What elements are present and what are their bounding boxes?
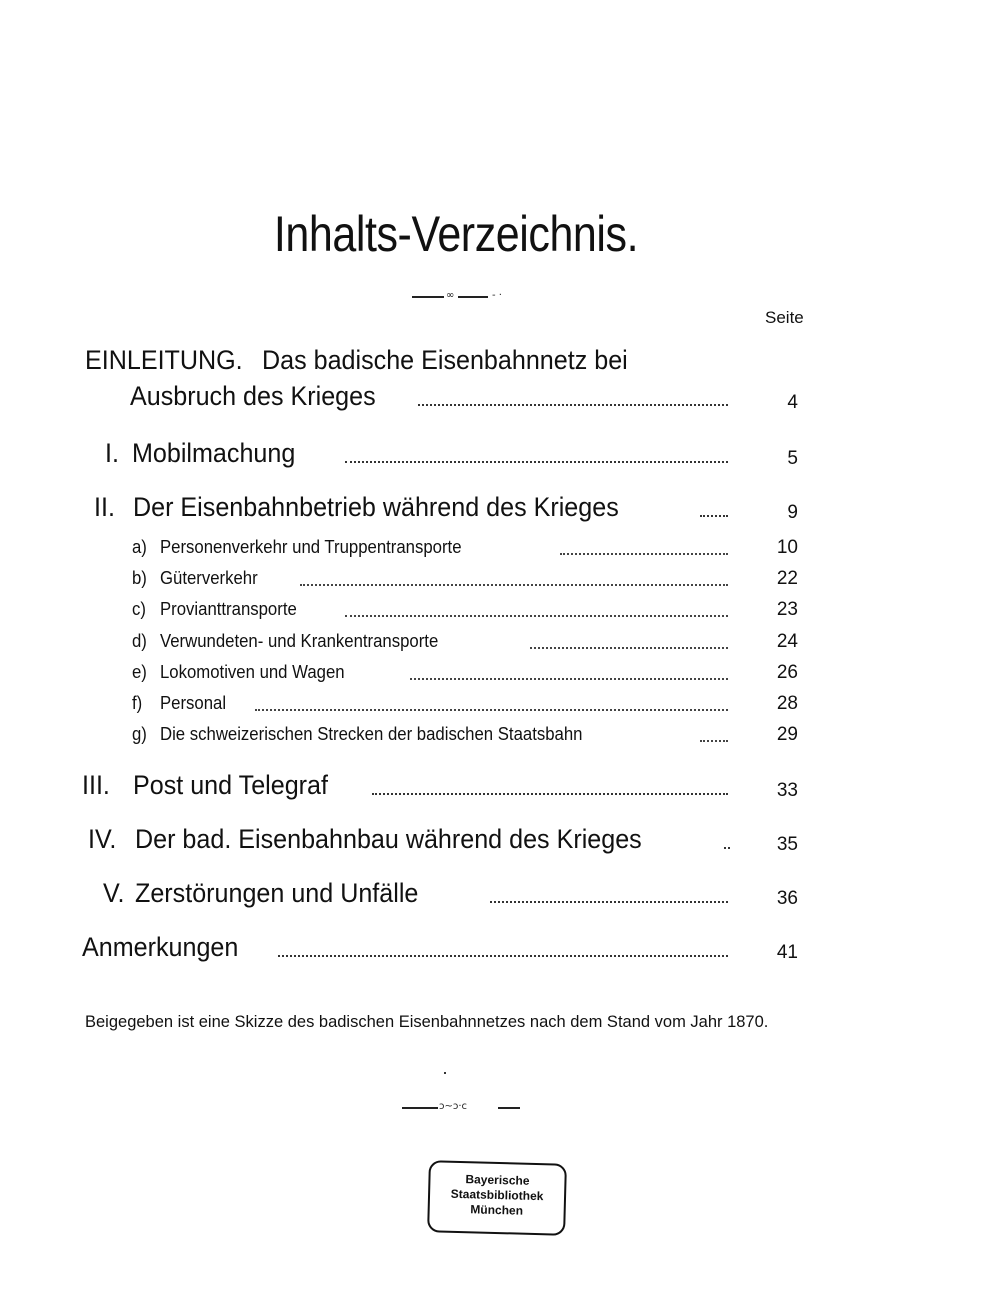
toc-label: e)	[132, 662, 147, 682]
toc-subentry-e	[0, 662, 1000, 686]
toc-page: 5	[787, 448, 798, 469]
toc-label: V.	[103, 878, 125, 908]
toc-subentry-f	[0, 693, 1000, 717]
toc-page: 36	[776, 888, 798, 909]
toc-label: d)	[132, 631, 147, 651]
page-column-header: Seite	[765, 308, 804, 327]
toc-text: Der bad. Eisenbahnbau während des Krieges	[135, 824, 642, 854]
toc-text: Lokomotiven und Wagen	[160, 662, 345, 682]
toc-text: Das badische Eisenbahnnetz bei	[262, 345, 628, 375]
toc-entry-2	[0, 492, 1000, 528]
toc-subentry-a	[0, 537, 1000, 561]
toc-text: Verwundeten- und Krankentransporte	[160, 631, 439, 651]
toc-page: 4	[787, 392, 798, 413]
toc-label: b)	[132, 568, 147, 588]
toc-label: f)	[132, 693, 143, 713]
toc-label: EINLEITUNG.	[85, 345, 243, 375]
toc-page: 41	[776, 942, 798, 963]
toc-label: g)	[132, 724, 147, 744]
toc-label: III.	[82, 770, 110, 800]
toc-page: 29	[776, 724, 798, 745]
toc-page: 22	[776, 568, 798, 589]
stamp-line: Bayerische	[465, 1172, 530, 1188]
toc-text: Ausbruch des Krieges	[130, 381, 376, 411]
toc-entry-3	[0, 770, 1000, 806]
toc-entry-1	[0, 438, 1000, 474]
toc-text: Der Eisenbahnbetrieb während des Krieges	[133, 492, 619, 522]
bottom-ornament: ↄ~ↄ·ᴄ	[402, 1101, 522, 1113]
toc-entry-4	[0, 824, 1000, 860]
toc-text: Provianttransporte	[160, 599, 297, 619]
toc-page: 9	[787, 502, 798, 523]
toc-text: Mobilmachung	[132, 438, 296, 468]
toc-text: Güterverkehr	[160, 568, 258, 588]
toc-text: Personenverkehr und Truppentransporte	[160, 537, 462, 557]
toc-label: II.	[94, 492, 115, 522]
decorative-dot	[444, 1072, 446, 1074]
toc-label: I.	[105, 438, 119, 468]
toc-entry-anmerkungen	[0, 932, 1000, 968]
toc-entry-5	[0, 878, 1000, 914]
toc-text: Die schweizerischen Strecken der badischen Staatsbahn	[160, 724, 583, 744]
toc-text: Post und Telegraf	[133, 770, 328, 800]
map-note: Beigegeben ist eine Skizze des badischen Eisenbahnnetzes nach dem Stand vom Jahr 1870.	[85, 1013, 769, 1031]
page-title: Inhalts-Verzeichnis.	[273, 206, 639, 262]
toc-page: 24	[776, 631, 798, 652]
toc-page: 23	[776, 599, 798, 620]
toc-page: 35	[776, 834, 798, 855]
toc-page: 28	[776, 693, 798, 714]
toc-subentry-d	[0, 631, 1000, 655]
toc-label: c)	[132, 599, 146, 619]
stamp-line: Staatsbibliothek	[450, 1186, 544, 1204]
toc-entry-einleitung	[0, 345, 1000, 425]
toc-subentry-g	[0, 724, 1000, 748]
toc-page: 33	[776, 780, 798, 801]
toc-label: a)	[132, 537, 147, 557]
toc-text: Personal	[160, 693, 227, 713]
toc-label: IV.	[88, 824, 117, 854]
toc-subentry-b	[0, 568, 1000, 592]
toc-text: Zerstörungen und Unfälle	[135, 878, 419, 908]
toc-subentry-c	[0, 599, 1000, 623]
top-ornament: ∞ - ·	[412, 290, 522, 302]
toc-page: 26	[776, 662, 798, 683]
toc-page: 10	[776, 537, 798, 558]
stamp-line: München	[470, 1202, 524, 1218]
toc-text: Anmerkungen	[82, 932, 239, 962]
library-stamp	[427, 1160, 567, 1236]
